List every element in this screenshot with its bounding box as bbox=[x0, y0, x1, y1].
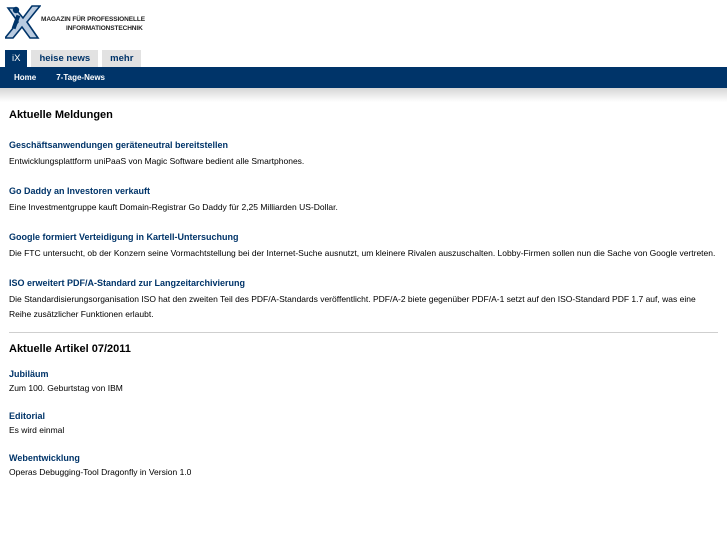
article-item bbox=[9, 410, 718, 438]
article-item bbox=[9, 452, 718, 480]
top-tabs bbox=[5, 50, 145, 67]
news-item bbox=[9, 277, 718, 322]
article-item bbox=[9, 368, 718, 396]
news-title-link[interactable]: Geschäftsanwendungen geräteneutral bereitstellen bbox=[9, 140, 229, 150]
tagline-line1: MAGAZIN FÜR PROFESSIONELLE bbox=[41, 16, 145, 23]
logo-tagline bbox=[41, 15, 145, 33]
site-header bbox=[0, 0, 727, 50]
news-item bbox=[9, 185, 718, 215]
news-teaser: Entwicklungsplattform uniPaaS von Magic Software bedient alle Smartphones. bbox=[9, 156, 305, 166]
news-title-link[interactable]: Google formiert Verteidigung in Kartell-Untersuchung bbox=[9, 232, 239, 242]
meldungen-heading: Aktuelle Meldungen bbox=[9, 109, 113, 121]
news-item bbox=[9, 231, 718, 261]
article-list bbox=[9, 368, 718, 480]
nav-home-link[interactable]: Home bbox=[14, 73, 37, 82]
news-teaser: Die Standardisierungsorganisation ISO hat den zweiten Teil des PDF/A-Standards veröffentlicht. PDF/A-2 biete gegenüber PDF/A-1 setzt auf den ISO-Standard PDF 1.7 auf, was eine Reihe zusätzlicher Funktionen erlaubt. bbox=[9, 294, 696, 319]
nav-shadow bbox=[0, 88, 727, 102]
main-content bbox=[9, 108, 718, 480]
news-teaser: Die FTC untersucht, ob der Konzern seine Vormachtstellung bei der Internet-Suche ausnutzt, um kleinere Rivalen auszuschalten. Lobby-Firmen sollen nun die Sache von Google vertreten. bbox=[9, 248, 716, 258]
news-title-link[interactable]: ISO erweitert PDF/A-Standard zur Langzeitarchivierung bbox=[9, 278, 246, 288]
ix-logo-icon[interactable] bbox=[5, 4, 41, 40]
article-teaser: Es wird einmal bbox=[9, 425, 65, 435]
article-title-link[interactable]: Editorial bbox=[9, 411, 46, 421]
news-title-link[interactable]: Go Daddy an Investoren verkauft bbox=[9, 186, 151, 196]
artikel-heading: Aktuelle Artikel 07/2011 bbox=[9, 343, 131, 355]
tab-ix[interactable]: iX bbox=[5, 50, 27, 67]
news-teaser: Eine Investmentgruppe kauft Domain-Registrar Go Daddy für 2,25 Milliarden US-Dollar. bbox=[9, 202, 338, 212]
nav-7-tage-news-link[interactable]: 7-Tage-News bbox=[56, 73, 105, 82]
article-teaser: Operas Debugging-Tool Dragonfly in Version 1.0 bbox=[9, 467, 192, 477]
section-divider bbox=[9, 332, 718, 333]
tagline-line2: INFORMATIONSTECHNIK bbox=[66, 25, 143, 32]
news-item bbox=[9, 139, 718, 169]
article-teaser: Zum 100. Geburtstag von IBM bbox=[9, 383, 123, 393]
main-nav bbox=[0, 67, 727, 88]
tab-mehr[interactable]: mehr bbox=[102, 50, 141, 67]
article-title-link[interactable]: Webentwicklung bbox=[9, 453, 80, 463]
article-title-link[interactable]: Jubiläum bbox=[9, 369, 49, 379]
tab-heise-news[interactable]: heise news bbox=[31, 50, 98, 67]
